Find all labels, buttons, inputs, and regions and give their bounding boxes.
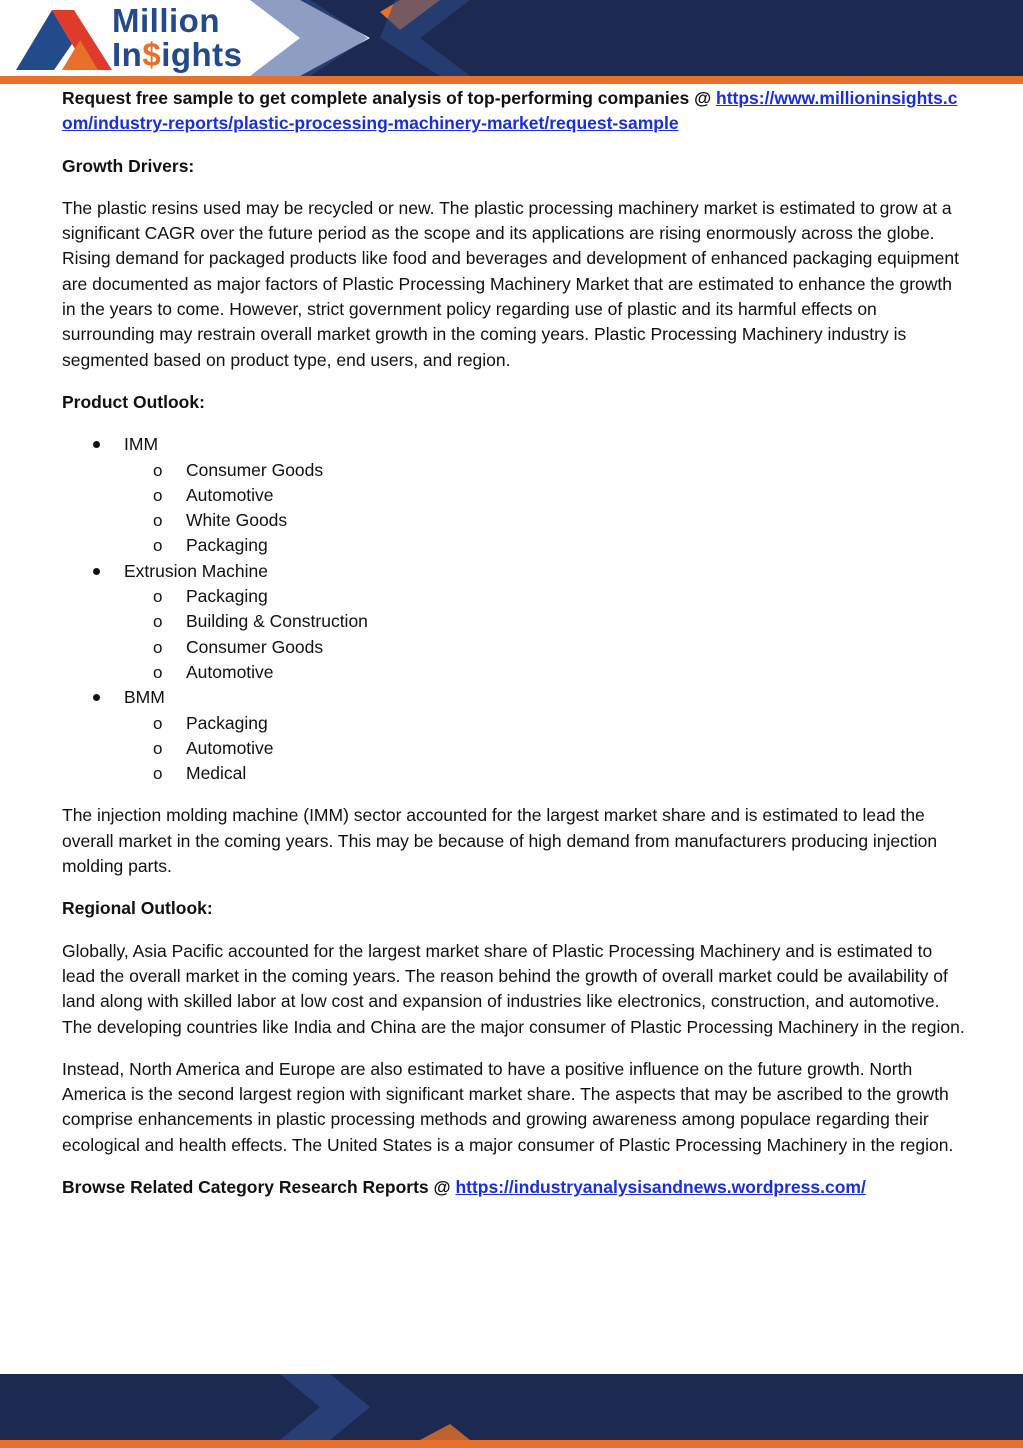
circle-bullet-icon: o — [153, 612, 163, 632]
product-sublist — [124, 711, 967, 787]
product-sublist — [124, 584, 967, 685]
list-item — [124, 483, 967, 508]
browse-text: Browse Related Category Research Reports @ — [62, 1176, 456, 1197]
imm-paragraph: The injection molding machine (IMM) sector accounted for the largest market share and is estimated to lead the overall market in the coming years. This may be because of high demand from manufacturers producing injection molding parts. — [62, 805, 938, 877]
product-sublist — [124, 458, 967, 559]
circle-bullet-icon: o — [153, 460, 163, 480]
list-item — [124, 711, 967, 736]
list-item — [124, 609, 967, 634]
growth-heading: Growth Drivers: — [62, 155, 195, 176]
circle-bullet-icon: o — [153, 738, 163, 758]
product-subitem-label: Packaging — [186, 712, 268, 733]
request-sample-link[interactable]: https://www.millioninsights.com/industry-reports/plastic-processing-machinery-market/request-sample — [62, 88, 958, 134]
list-item — [124, 584, 967, 609]
intro-paragraph — [62, 86, 967, 137]
document-body — [62, 86, 967, 1200]
list-item — [124, 508, 967, 533]
circle-bullet-icon: o — [153, 713, 163, 733]
brand-line-2-suffix: ights — [161, 36, 243, 73]
product-subitem-label: Packaging — [186, 586, 268, 607]
brand-line-2-prefix: In — [112, 36, 143, 73]
brand-dollar: $ — [142, 36, 162, 73]
bullet-icon — [93, 568, 100, 575]
browse-paragraph — [62, 1175, 967, 1200]
product-subitem-label: Building & Construction — [186, 611, 368, 632]
list-item — [124, 458, 967, 483]
list-item — [62, 432, 967, 558]
growth-paragraph: The plastic resins used may be recycled or new. The plastic processing machinery market is estimated to grow at a significant CAGR over the future period as the scope and its applications are rising enormously across the globe. Rising demand for packaged products like food and beverages and development of enhanced packaging equipment are documented as major factors of Plastic Processing Machinery Market that are estimated to enhance the growth in the years to come. However, strict government policy regarding use of plastic and its harmful effects on surrounding may restrain overall market growth in the coming years. Plastic Processing Machinery industry is segmented based on product type, end users, and region. — [62, 197, 960, 370]
intro-text: Request free sample to get complete analysis of top-performing companies @ — [62, 88, 717, 108]
footer-banner-graphic — [0, 1374, 1023, 1448]
product-subitem-label: White Goods — [186, 510, 288, 531]
list-item — [124, 660, 967, 685]
circle-bullet-icon: o — [153, 764, 163, 784]
product-subitem-label: Consumer Goods — [186, 636, 324, 657]
list-item — [62, 685, 967, 786]
regional-paragraph-2: Instead, North America and Europe are also estimated to have a positive influence on the future growth. North America is the second largest region with significant market share. The aspects that may be ascribed to the growth comprise enhancements in plastic processing methods and growing awareness among populace regarding their ecological and health effects. The United States is a major consumer of Plastic Processing Machinery in the region. — [62, 1058, 954, 1155]
brand-line-2 — [112, 38, 243, 71]
brand-line-1: Million — [112, 2, 220, 39]
list-item — [124, 533, 967, 558]
circle-bullet-icon: o — [153, 485, 163, 505]
brand-wordmark — [112, 4, 243, 71]
product-subitem-label: Automotive — [186, 737, 274, 758]
page-header — [0, 0, 1023, 84]
product-heading: Product Outlook: — [62, 391, 205, 412]
list-item — [124, 736, 967, 761]
circle-bullet-icon: o — [153, 662, 163, 682]
regional-heading: Regional Outlook: — [62, 898, 213, 919]
related-reports-link[interactable]: https://industryanalysisandnews.wordpress.com/ — [455, 1176, 866, 1197]
list-item — [124, 635, 967, 660]
circle-bullet-icon: o — [153, 587, 163, 607]
circle-bullet-icon: o — [153, 536, 163, 556]
circle-bullet-icon: o — [153, 511, 163, 531]
page-footer — [0, 1374, 1023, 1448]
list-item — [124, 761, 967, 786]
circle-bullet-icon: o — [153, 637, 163, 657]
regional-paragraph-1: Globally, Asia Pacific accounted for the largest market share of Plastic Processing Machinery and is estimated to lead the overall market in the coming years. The reason behind the growth of overall market could be availability of land along with skilled labor at low cost and expansion of industries like electronics, construction, and automotive. The developing countries like India and China are the major consumer of Plastic Processing Machinery in the region. — [62, 940, 965, 1037]
product-subitem-label: Packaging — [186, 535, 268, 556]
list-item — [62, 559, 967, 685]
bullet-icon — [93, 694, 100, 701]
bullet-icon — [93, 441, 100, 448]
product-item-label: Extrusion Machine — [124, 560, 268, 581]
product-item-label: IMM — [124, 434, 159, 455]
product-subitem-label: Automotive — [186, 484, 274, 505]
product-subitem-label: Consumer Goods — [186, 459, 324, 480]
product-item-label: BMM — [124, 687, 165, 708]
product-list — [62, 432, 967, 786]
product-subitem-label: Automotive — [186, 661, 274, 682]
product-subitem-label: Medical — [186, 763, 247, 784]
